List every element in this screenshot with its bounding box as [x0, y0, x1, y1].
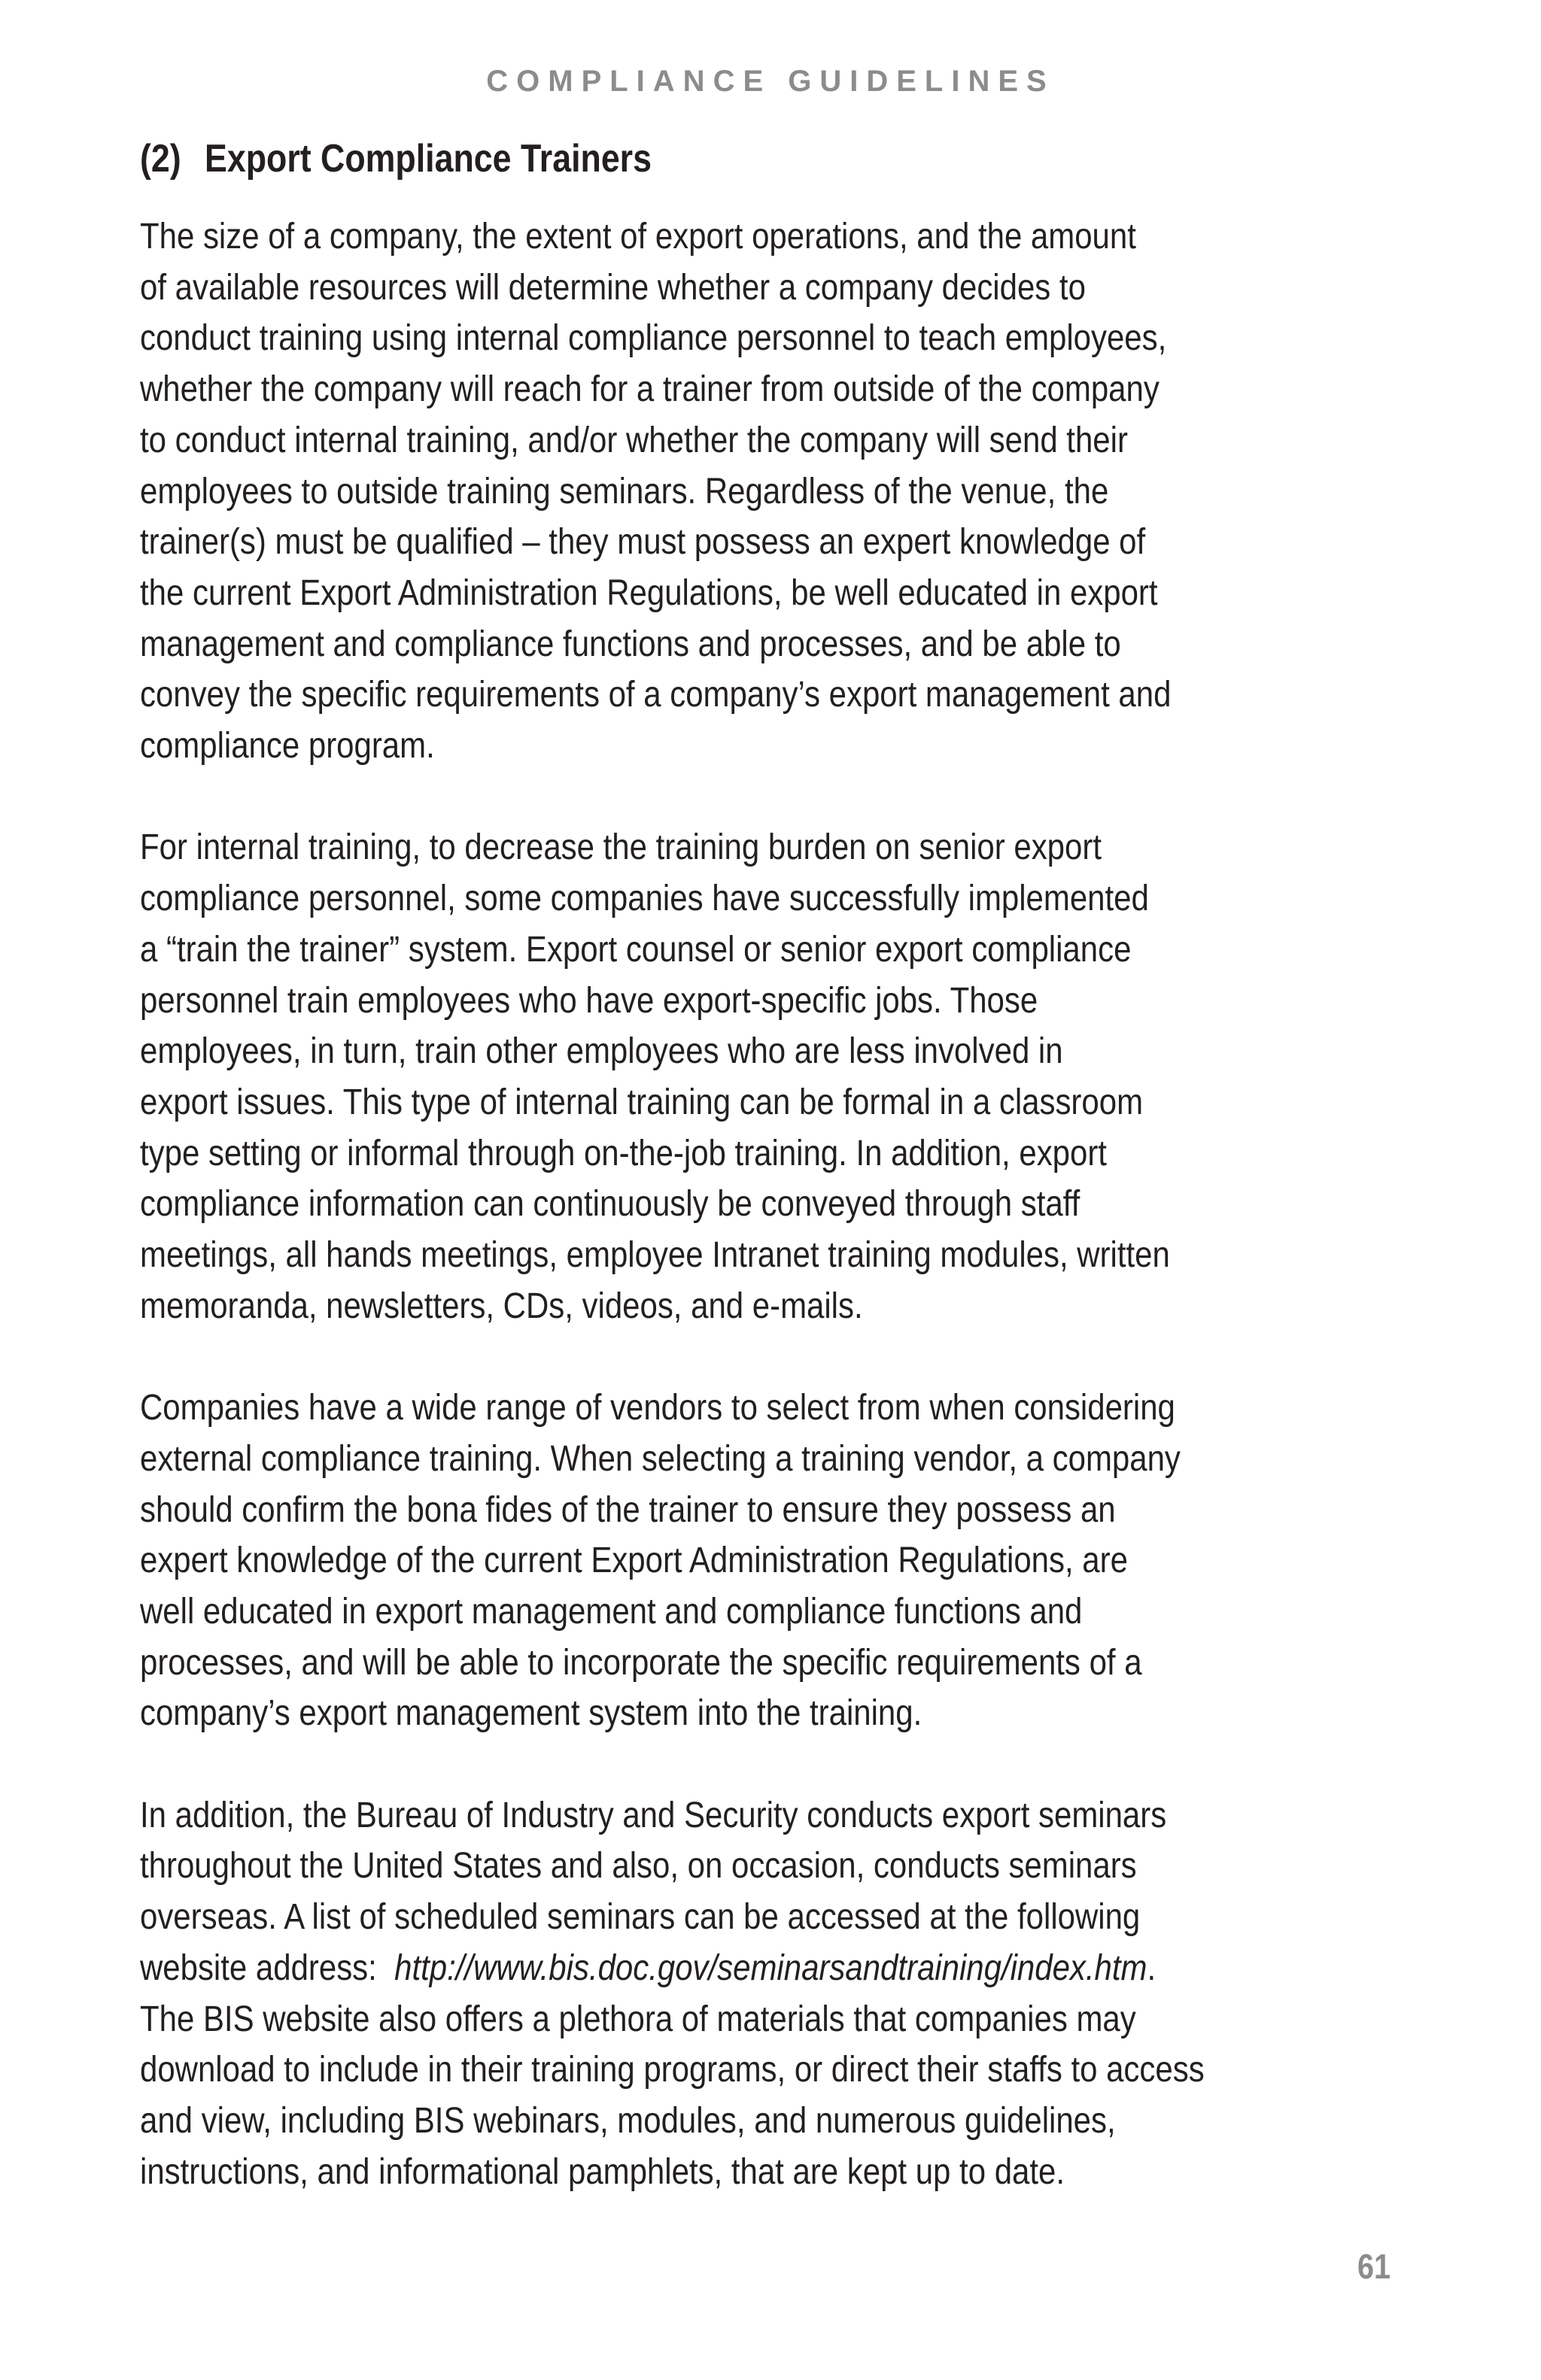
paragraph-trainer-qualifications [140, 211, 1247, 772]
section-title: Export Compliance Trainers [205, 137, 652, 181]
text-line: the current Export Administration Regulations, be well educated in export [140, 572, 1158, 613]
text-line: external compliance training. When selecting a training vendor, a company [140, 1437, 1181, 1479]
text-line: a “train the trainer” system. Export counsel or senior export compliance [140, 928, 1132, 970]
running-header: COMPLIANCE GUIDELINES [486, 65, 1055, 98]
text-line: to conduct internal training, and/or whether the company will send their [140, 419, 1128, 460]
text-line: memoranda, newsletters, CDs, videos, and e-mails. [140, 1285, 863, 1326]
text-line: compliance personnel, some companies have successfully implemented [140, 878, 1149, 919]
page-number: 61 [1357, 2247, 1391, 2286]
text-line: meetings, all hands meetings, employee Intranet training modules, written [140, 1234, 1170, 1276]
text-line: personnel train employees who have export-specific jobs. Those [140, 979, 1038, 1021]
body-text [140, 211, 1247, 2248]
text-line: trainer(s) must be qualified – they must possess an expert knowledge of [140, 521, 1146, 563]
text-line: employees to outside training seminars. Regardless of the venue, the [140, 470, 1109, 512]
paragraph-bis-seminars [140, 1790, 1247, 2198]
text-line: and view, including BIS webinars, modules, and numerous guidelines, [140, 2099, 1116, 2141]
text-line: Companies have a wide range of vendors to select from when considering [140, 1387, 1175, 1428]
url-prefix: website address: [140, 1947, 395, 1988]
text-line: expert knowledge of the current Export Administration Regulations, are [140, 1540, 1128, 1581]
text-line: download to include in their training programs, or direct their staffs to access [140, 2049, 1205, 2090]
text-line: management and compliance functions and processes, and be able to [140, 623, 1121, 664]
text-line-with-url [140, 1943, 1247, 1994]
text-line: throughout the United States and also, on occasion, conducts seminars [140, 1845, 1137, 1887]
text-line: compliance information can continuously be conveyed through staff [140, 1183, 1081, 1225]
text-line: employees, in turn, train other employees who are less involved in [140, 1031, 1063, 1072]
text-line: type setting or informal through on-the-job training. In addition, export [140, 1132, 1107, 1173]
text-line: overseas. A list of scheduled seminars can be accessed at the following [140, 1896, 1141, 1938]
text-line: instructions, and informational pamphlets, that are kept up to date. [140, 2151, 1065, 2192]
text-line: convey the specific requirements of a company’s export management and [140, 674, 1172, 715]
text-line: compliance program. [140, 725, 435, 767]
paragraph-external-training [140, 1383, 1247, 1739]
paragraph-internal-training [140, 822, 1247, 1331]
text-line: well educated in export management and compliance functions and [140, 1590, 1083, 1632]
text-line: processes, and will be able to incorporate the specific requirements of a [140, 1641, 1142, 1683]
text-line: The BIS website also offers a plethora of materials that companies may [140, 1998, 1136, 2039]
text-line: In addition, the Bureau of Industry and Security conducts export seminars [140, 1794, 1167, 1835]
section-number: (2) [140, 137, 181, 181]
text-line: whether the company will reach for a trainer from outside of the company [140, 369, 1160, 410]
text-line: should confirm the bona fides of the trainer to ensure they possess an [140, 1489, 1116, 1530]
text-line: company’s export management system into the training. [140, 1692, 922, 1734]
url-suffix: . [1147, 1947, 1157, 1988]
text-line: export issues. This type of internal training can be formal in a classroom [140, 1081, 1144, 1122]
text-line: The size of a company, the extent of export operations, and the amount [140, 216, 1136, 257]
seminars-link[interactable]: http://www.bis.doc.gov/seminarsandtraining/index.htm [394, 1947, 1147, 1988]
section-heading [140, 132, 652, 185]
text-line: conduct training using internal compliance personnel to teach employees, [140, 317, 1167, 359]
text-line: of available resources will determine whether a company decides to [140, 266, 1086, 308]
text-line: For internal training, to decrease the training burden on senior export [140, 827, 1102, 868]
